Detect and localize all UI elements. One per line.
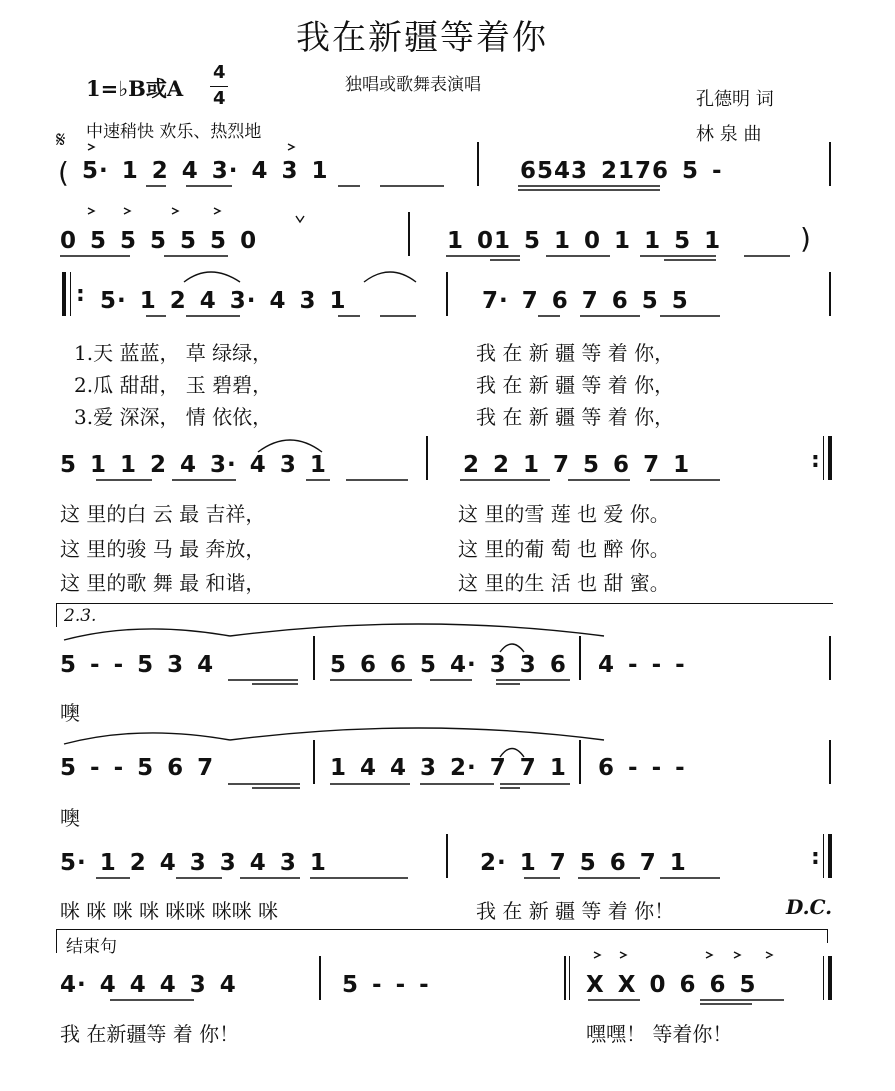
dc-marking: D.C. [786,895,833,919]
slur [364,272,416,282]
row7-measure2: 2· 1 7 5 6 7 1 [480,850,687,876]
row1-measure2: 6543 2176 5 - [520,158,723,184]
row8-measure3: X X 0 6 6 5 [586,972,757,998]
lyric-line-a2: 这 里的骏 马 最 奔放， [60,537,266,561]
volta-label: 2.3. [64,606,97,626]
row1-measure1: 5· 1 2 4 3· 4 3 1 [82,158,329,184]
coda-label: 结束句 [66,937,117,957]
composer-credit: 林 泉 曲 [696,124,762,145]
row7-lyric-a: 咪 咪 咪 咪 咪咪 咪咪 咪 [60,899,279,923]
lyric-line-a3: 这 里的歌 舞 最 和谐， [60,571,266,595]
lyric-line-b1: 这 里的雪 莲 也 爱 你。 [458,502,670,526]
row5-measure3: 4 - - - [598,652,686,678]
song-title: 我在新疆等着你 [296,18,548,58]
repeat-dots: : [76,282,85,307]
row3-measure1: 5· 1 2 4 3· 4 3 1 [100,288,347,314]
row8-measure1: 4· 4 4 4 3 4 [60,972,237,998]
row5-measure1: 5 - - 5 3 4 [60,652,215,678]
accent-marks [88,208,304,222]
slur [500,644,524,652]
close-paren: ) [800,222,811,255]
lyric-line-b2: 这 里的葡 萄 也 醉 你。 [458,537,670,561]
slur [184,272,240,282]
key-signature: 1=♭B或A [86,76,184,101]
lyric-line-b3: 这 里的生 活 也 甜 蜜。 [458,571,670,595]
tie [230,624,604,636]
repeat-dots: : [811,845,820,870]
row8-measure2: 5 - - - [342,972,430,998]
segno-icon: 𝄋 [56,128,66,153]
lyric-verse2-b: 我 在 新 疆 等 着 你， [476,373,675,397]
tie [64,733,230,744]
open-paren: ( [58,156,69,189]
row6-lyric: 噢 [60,806,80,830]
accent-marks [594,952,772,958]
row3-measure2: 7· 7 6 7 6 5 5 [482,288,689,314]
row6-measure1: 5 - - 5 6 7 [60,755,215,781]
accent-mark [288,144,294,150]
row2-measure1: 0 5 5 5 5 5 0 [60,228,258,254]
lyric-verse3-b: 我 在 新 疆 等 着 你， [476,405,675,429]
row2-measure2: 1 01 5 1 0 1 1 5 1 [447,228,722,254]
row7-lyric-b: 我 在 新 疆 等 着 你！ [476,899,675,923]
row5-measure2: 5 6 6 5 4· 3 3 6 [330,652,567,678]
time-signature-top: 4 [213,62,226,83]
row5-lyric: 噢 [60,701,80,725]
accent-mark [88,144,94,150]
row6-measure2: 1 4 4 3 2· 7 7 1 [330,755,567,781]
row8-lyric-a: 我 在新疆等 着 你！ [60,1022,240,1046]
slur [258,440,322,452]
slur [500,749,524,758]
tie [64,629,230,640]
row7-measure1: 5· 1 2 4 3 3 4 3 1 [60,850,327,876]
row6-measure3: 6 - - - [598,755,686,781]
row4-measure2: 2 2 1 7 5 6 7 1 [463,452,691,478]
lyric-verse1-a: 1.天 蓝蓝， 草 绿绿， [74,341,273,365]
row4-measure1: 5 1 1 2 4 3· 4 3 1 [60,452,327,478]
tie [230,728,604,740]
performance-note: 独唱或歌舞表演唱 [345,75,481,95]
row8-lyric-b: 嘿嘿！ 等着你！ [586,1022,733,1046]
time-signature-bottom: 4 [213,88,226,109]
tempo-marking: 中速稍快 欢乐、热烈地 [86,122,262,142]
lyric-verse3-a: 3.爱 深深， 情 依依， [74,405,273,429]
lyric-verse2-a: 2.瓜 甜甜， 玉 碧碧， [74,373,273,397]
lyricist-credit: 孔德明 词 [696,89,774,110]
lyric-line-a1: 这 里的白 云 最 吉祥， [60,502,266,526]
repeat-dots: : [811,448,820,473]
lyric-verse1-b: 我 在 新 疆 等 着 你， [476,341,675,365]
